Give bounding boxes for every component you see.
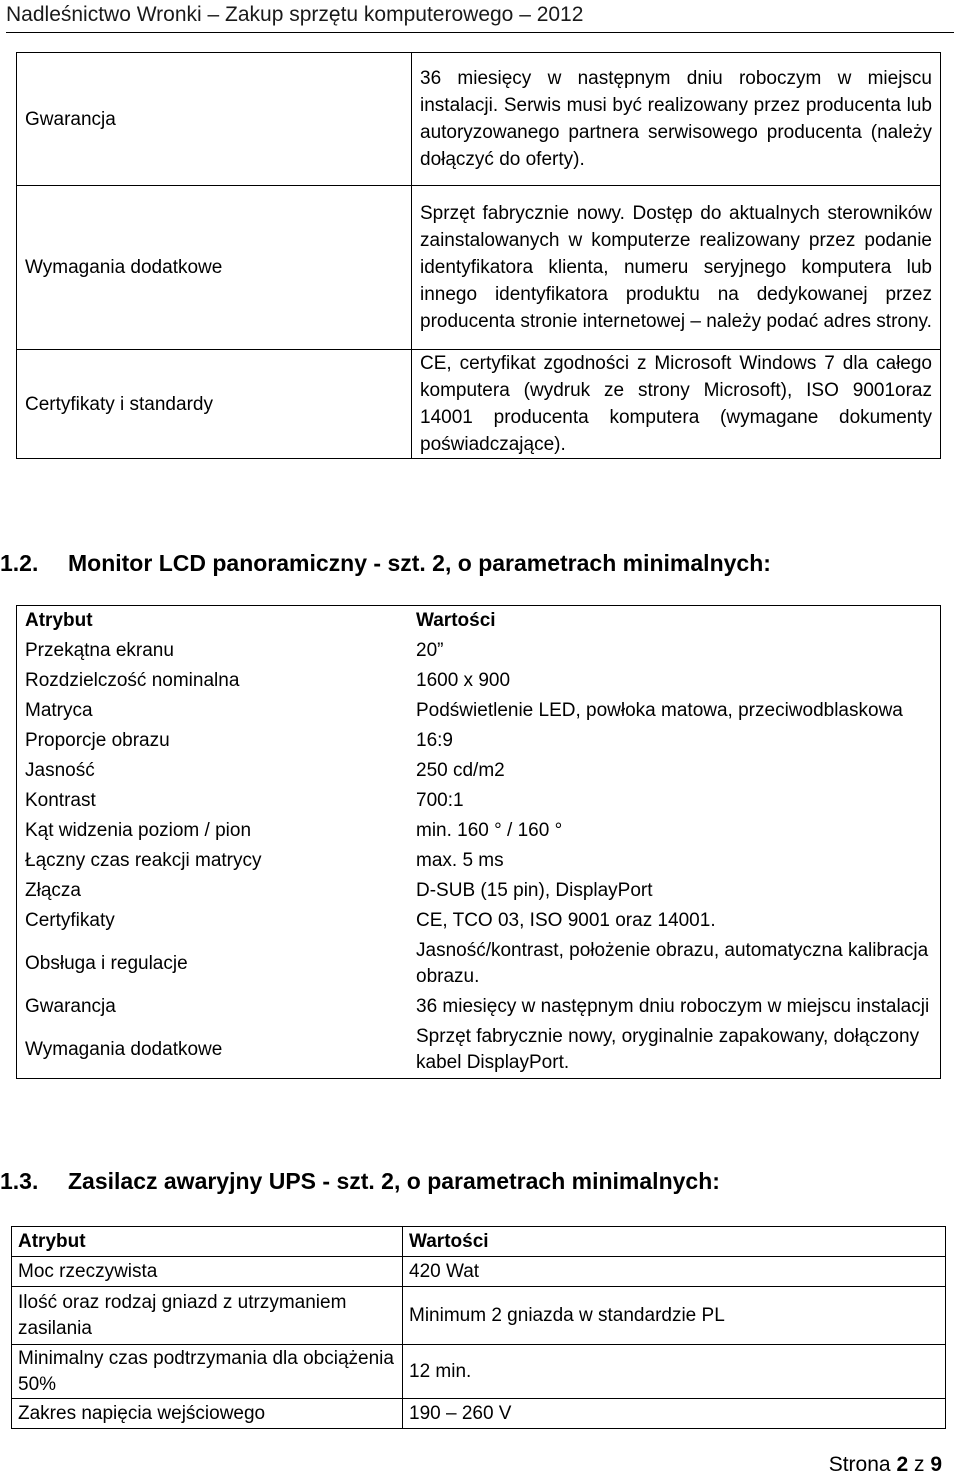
attribute-value: 36 miesięcy w następnym dniu roboczym w miejscu instalacji	[416, 996, 930, 1017]
attribute-value: 12 min.	[403, 1345, 946, 1399]
current-page: 2	[896, 1453, 909, 1476]
column-header-attribute: Atrybut	[12, 1227, 403, 1257]
attribute-label: Gwarancja	[25, 996, 116, 1017]
table-row	[17, 636, 941, 666]
table-row	[17, 350, 941, 459]
table-row	[17, 53, 941, 186]
footer-label: Strona	[828, 1453, 891, 1476]
footer-separator: z	[913, 1453, 925, 1476]
section-title: Zasilacz awaryjny UPS - szt. 2, o parametrach minimalnych:	[68, 1168, 720, 1194]
table-row	[17, 906, 941, 936]
attribute-label: Jasność	[25, 760, 95, 781]
attribute-label: Kąt widzenia poziom / pion	[25, 820, 252, 841]
attribute-value: 700:1	[416, 790, 464, 811]
attribute-label: Certyfikaty	[25, 910, 115, 931]
attribute-value: Minimum 2 gniazda w standardzie PL	[403, 1287, 946, 1345]
attribute-value: 1600 x 900	[416, 670, 511, 691]
attribute-label: Ilość oraz rodzaj gniazd z utrzymaniem zasilania	[12, 1287, 403, 1345]
computer-spec-table-continued	[16, 52, 941, 459]
attribute-value: Podświetlenie LED, powłoka matowa, przeciwodblaskowa	[416, 700, 903, 721]
table-row	[17, 666, 941, 696]
attribute-value: 250 cd/m2	[416, 760, 505, 781]
attribute-value: Sprzęt fabrycznie nowy. Dostęp do aktualnych sterowników zainstalowanych w komputerze realizowany przez podanie identyfikatora klienta, numeru seryjnego komputera lub innego identyfikatora produktu na dedykowanej przez producenta stronie internetowej – należy podać adres strony.	[412, 186, 941, 350]
section-number: 1.3.	[0, 1168, 39, 1194]
attribute-value: max. 5 ms	[416, 850, 504, 871]
table-row	[12, 1345, 946, 1399]
attribute-value: Jasność/kontrast, położenie obrazu, automatyczna kalibracja obrazu.	[416, 940, 929, 987]
attribute-label: Złącza	[25, 880, 81, 901]
table-row	[17, 186, 941, 350]
table-row	[17, 786, 941, 816]
attribute-value: min. 160 ° / 160 °	[416, 820, 563, 841]
attribute-label: Proporcje obrazu	[25, 730, 170, 751]
page-header: Nadleśnictwo Wronki – Zakup sprzętu komputerowego – 2012	[6, 2, 954, 33]
attribute-value: CE, TCO 03, ISO 9001 oraz 14001.	[416, 910, 716, 931]
section-number: 1.2.	[0, 550, 39, 576]
table-row	[12, 1287, 946, 1345]
attribute-label: Łączny czas reakcji matrycy	[25, 850, 262, 871]
table-header-row	[17, 606, 941, 637]
attribute-label: Zakres napięcia wejściowego	[12, 1399, 403, 1429]
table-row	[17, 936, 941, 992]
section-heading-ups	[0, 1166, 720, 1196]
total-pages: 9	[930, 1453, 942, 1476]
table-row	[17, 1022, 941, 1079]
attribute-label: Gwarancja	[17, 53, 412, 186]
attribute-label: Certyfikaty i standardy	[17, 350, 412, 459]
attribute-label: Przekątna ekranu	[25, 640, 174, 661]
table-row	[17, 756, 941, 786]
table-row	[17, 846, 941, 876]
table-row	[17, 876, 941, 906]
section-title: Monitor LCD panoramiczny - szt. 2, o parametrach minimalnych:	[68, 550, 771, 576]
table-row	[17, 726, 941, 756]
table-row	[17, 696, 941, 726]
attribute-label: Kontrast	[25, 790, 96, 811]
attribute-value: 36 miesięcy w następnym dniu roboczym w miejscu instalacji. Serwis musi być realizowany przez producenta lub autoryzowanego partnera serwisowego producenta (należy dołączyć do oferty).	[412, 53, 941, 186]
attribute-value: D-SUB (15 pin), DisplayPort	[416, 880, 653, 901]
table-row	[12, 1257, 946, 1287]
attribute-label: Minimalny czas podtrzymania dla obciążenia 50%	[12, 1345, 403, 1399]
monitor-spec-table	[16, 605, 941, 1079]
column-header-values: Wartości	[403, 1227, 946, 1257]
attribute-label: Matryca	[25, 700, 93, 721]
attribute-value: Sprzęt fabrycznie nowy, oryginalnie zapakowany, dołączony kabel DisplayPort.	[416, 1026, 920, 1073]
attribute-label: Moc rzeczywista	[12, 1257, 403, 1287]
attribute-value: 16:9	[416, 730, 453, 751]
attribute-value: 20”	[416, 640, 444, 661]
table-row	[12, 1399, 946, 1429]
ups-spec-table	[11, 1226, 946, 1429]
attribute-label: Wymagania dodatkowe	[17, 186, 412, 350]
attribute-label: Obsługa i regulacje	[25, 953, 188, 974]
column-header-attribute: Atrybut	[25, 610, 93, 631]
page-footer	[829, 1452, 942, 1478]
table-header-row	[12, 1227, 946, 1257]
attribute-label: Wymagania dodatkowe	[25, 1039, 223, 1060]
attribute-value: 420 Wat	[403, 1257, 946, 1287]
attribute-label: Rozdzielczość nominalna	[25, 670, 240, 691]
attribute-value: CE, certyfikat zgodności z Microsoft Windows 7 dla całego komputera (wydruk ze strony Microsoft), ISO 9001oraz 14001 producenta komputera (wymagane dokumenty poświadczające).	[412, 350, 941, 459]
attribute-value: 190 – 260 V	[403, 1399, 946, 1429]
table-row	[17, 816, 941, 846]
section-heading-monitor	[0, 548, 771, 578]
column-header-values: Wartości	[416, 610, 496, 631]
table-row	[17, 992, 941, 1022]
